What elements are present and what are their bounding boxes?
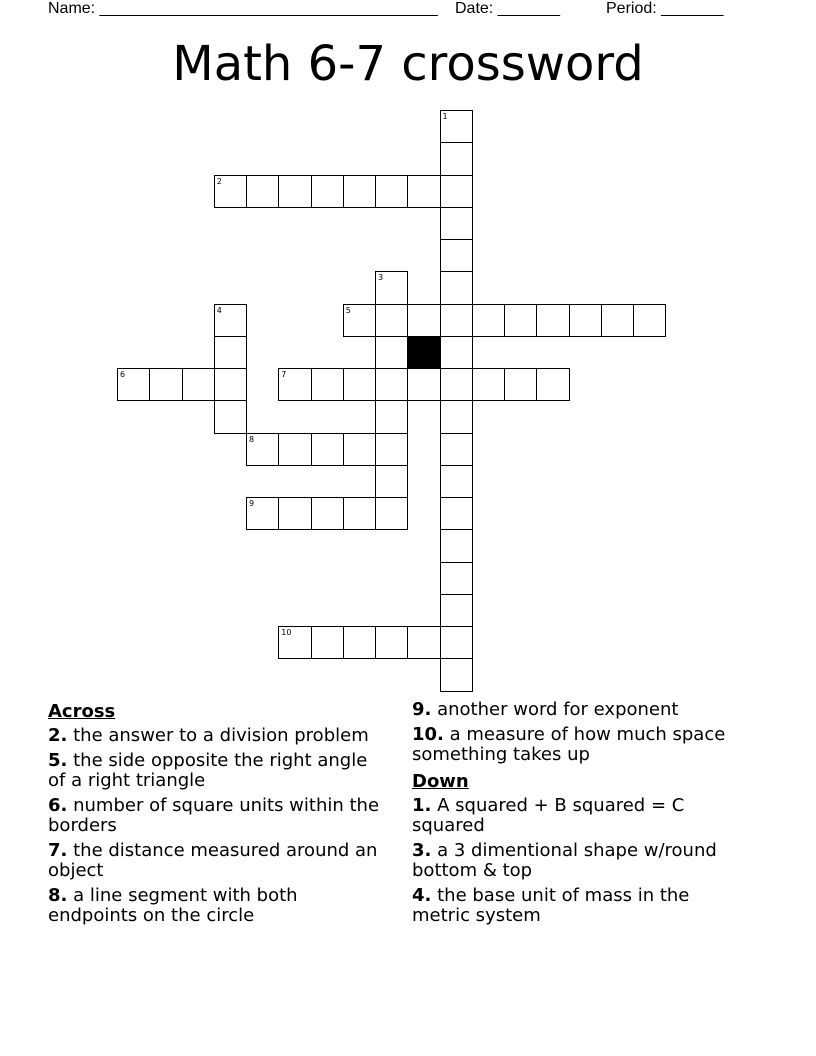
- crossword-cell[interactable]: [569, 304, 602, 337]
- crossword-cell[interactable]: [117, 368, 150, 401]
- crossword-cell[interactable]: [375, 368, 408, 401]
- crossword-cell[interactable]: [440, 207, 473, 240]
- cell-number: 6: [120, 370, 126, 379]
- cell-number: 5: [345, 305, 351, 315]
- clue-text: the side opposite the right angle of a right triangle: [48, 750, 368, 791]
- crossword-cell[interactable]: [440, 110, 473, 143]
- crossword-cell[interactable]: [278, 175, 311, 208]
- crossword-cell[interactable]: [375, 433, 408, 466]
- crossword-cell[interactable]: [246, 433, 279, 466]
- crossword-cell[interactable]: [440, 626, 473, 659]
- crossword-cell[interactable]: [375, 497, 408, 530]
- crossword-cell[interactable]: [440, 465, 473, 498]
- crossword-cell[interactable]: [375, 465, 408, 498]
- crossword-cell[interactable]: [343, 497, 376, 530]
- cell-number: 1: [442, 112, 448, 121]
- date-field-label: Date: _______: [455, 0, 560, 17]
- crossword-cell[interactable]: [375, 400, 408, 433]
- crossword-cell[interactable]: [311, 626, 344, 659]
- cell-number: 2: [216, 176, 222, 186]
- clue-text: the answer to a division problem: [73, 725, 369, 746]
- clue-number: 6.: [48, 795, 68, 816]
- crossword-cell[interactable]: [440, 594, 473, 627]
- crossword-cell[interactable]: [440, 239, 473, 272]
- crossword-cell[interactable]: [472, 304, 505, 337]
- clue-number: 7.: [48, 840, 68, 861]
- clue-text: a 3 dimentional shape w/round bottom & top: [412, 840, 717, 881]
- crossword-cell[interactable]: [375, 304, 408, 337]
- crossword-cell[interactable]: [440, 271, 473, 304]
- crossword-cell[interactable]: [278, 433, 311, 466]
- clue-number: 9.: [412, 699, 432, 720]
- period-field-label: Period: _______: [606, 0, 724, 17]
- crossword-cell[interactable]: [214, 304, 247, 337]
- clue-text: a line segment with both endpoints on the circle: [48, 885, 298, 926]
- crossword-cell[interactable]: [633, 304, 666, 337]
- crossword-cell[interactable]: [375, 271, 408, 304]
- page-title: Math 6-7 crossword: [172, 36, 644, 92]
- clue-number: 1.: [412, 795, 432, 816]
- clue-text: a measure of how much space something takes up: [412, 724, 726, 765]
- cell-number: 8: [249, 434, 255, 444]
- crossword-cell[interactable]: [407, 175, 440, 208]
- crossword-cell[interactable]: [343, 175, 376, 208]
- crossword-cell[interactable]: [440, 658, 473, 691]
- clue-down-1: [412, 796, 752, 836]
- crossword-cell[interactable]: [375, 336, 408, 369]
- clue-text: another word for exponent: [437, 699, 679, 720]
- crossword-cell[interactable]: [278, 497, 311, 530]
- clue-across-8: [48, 886, 388, 926]
- down-heading: Down: [412, 771, 469, 792]
- crossword-cell[interactable]: [407, 304, 440, 337]
- crossword-cell[interactable]: [601, 304, 634, 337]
- crossword-cell[interactable]: [214, 336, 247, 369]
- crossword-cell[interactable]: [472, 368, 505, 401]
- crossword-cell[interactable]: [440, 433, 473, 466]
- crossword-cell[interactable]: [440, 562, 473, 595]
- clue-number: 2.: [48, 725, 68, 746]
- crossword-cell[interactable]: [343, 626, 376, 659]
- clue-text: A squared + B squared = C squared: [412, 795, 685, 836]
- clue-text: the base unit of mass in the metric system: [412, 885, 690, 926]
- crossword-cell[interactable]: [407, 368, 440, 401]
- crossword-cell[interactable]: [278, 626, 311, 659]
- cell-number: 4: [216, 305, 222, 315]
- clue-down-3: [412, 841, 752, 881]
- crossword-cell[interactable]: [440, 497, 473, 530]
- crossword-cell[interactable]: [214, 175, 247, 208]
- cell-number: 9: [249, 499, 255, 508]
- crossword-cell[interactable]: [407, 626, 440, 659]
- crossword-cell[interactable]: [440, 400, 473, 433]
- clue-across-6: [48, 796, 388, 836]
- worksheet-header: [48, 0, 748, 20]
- clue-number: 8.: [48, 885, 68, 906]
- crossword-cell[interactable]: [536, 368, 569, 401]
- crossword-cell[interactable]: [440, 304, 473, 337]
- clues-left-column: [48, 700, 388, 931]
- crossword-cell[interactable]: [343, 304, 376, 337]
- crossword-cell[interactable]: [536, 304, 569, 337]
- crossword-cell[interactable]: [375, 175, 408, 208]
- clue-number: 5.: [48, 750, 68, 771]
- crossword-cell[interactable]: [440, 336, 473, 369]
- crossword-cell[interactable]: [440, 175, 473, 208]
- crossword-cell[interactable]: [182, 368, 215, 401]
- crossword-cell[interactable]: [278, 368, 311, 401]
- crossword-cell[interactable]: [311, 368, 344, 401]
- across-heading: Across: [48, 701, 116, 722]
- clue-number: 10.: [412, 724, 444, 745]
- clue-across-2: [48, 726, 388, 746]
- cell-number: 10: [281, 628, 292, 637]
- crossword-cell[interactable]: [311, 175, 344, 208]
- cell-number: 3: [378, 273, 384, 283]
- crossword-cell[interactable]: [440, 142, 473, 175]
- crossword-cell[interactable]: [504, 368, 537, 401]
- crossword-cell[interactable]: [214, 400, 247, 433]
- crossword-cell[interactable]: [343, 368, 376, 401]
- clues-right-column: [412, 700, 752, 931]
- clue-across-5: [48, 751, 388, 791]
- crossword-cell[interactable]: [246, 497, 279, 530]
- crossword-cell[interactable]: [375, 626, 408, 659]
- crossword-cell[interactable]: [311, 497, 344, 530]
- crossword-cell[interactable]: [214, 368, 247, 401]
- clue-across-7: [48, 841, 388, 881]
- clue-text: the distance measured around an object: [48, 840, 378, 881]
- crossword-cell[interactable]: [504, 304, 537, 337]
- crossword-cell[interactable]: [246, 175, 279, 208]
- clue-down-4: [412, 886, 752, 926]
- name-field-label: Name: ______________________________________: [48, 0, 438, 17]
- cell-number: 7: [281, 370, 287, 379]
- crossword-cell[interactable]: [343, 433, 376, 466]
- crossword-cell[interactable]: [440, 529, 473, 562]
- clue-text: number of square units within the borders: [48, 795, 380, 836]
- clue-across-10: [412, 725, 752, 765]
- clue-across-9: [412, 700, 752, 720]
- crossword-cell[interactable]: [311, 433, 344, 466]
- crossword-cell[interactable]: [149, 368, 182, 401]
- crossword-cell[interactable]: [440, 368, 473, 401]
- black-square: [407, 336, 440, 369]
- clue-number: 3.: [412, 840, 432, 861]
- clue-number: 4.: [412, 885, 432, 906]
